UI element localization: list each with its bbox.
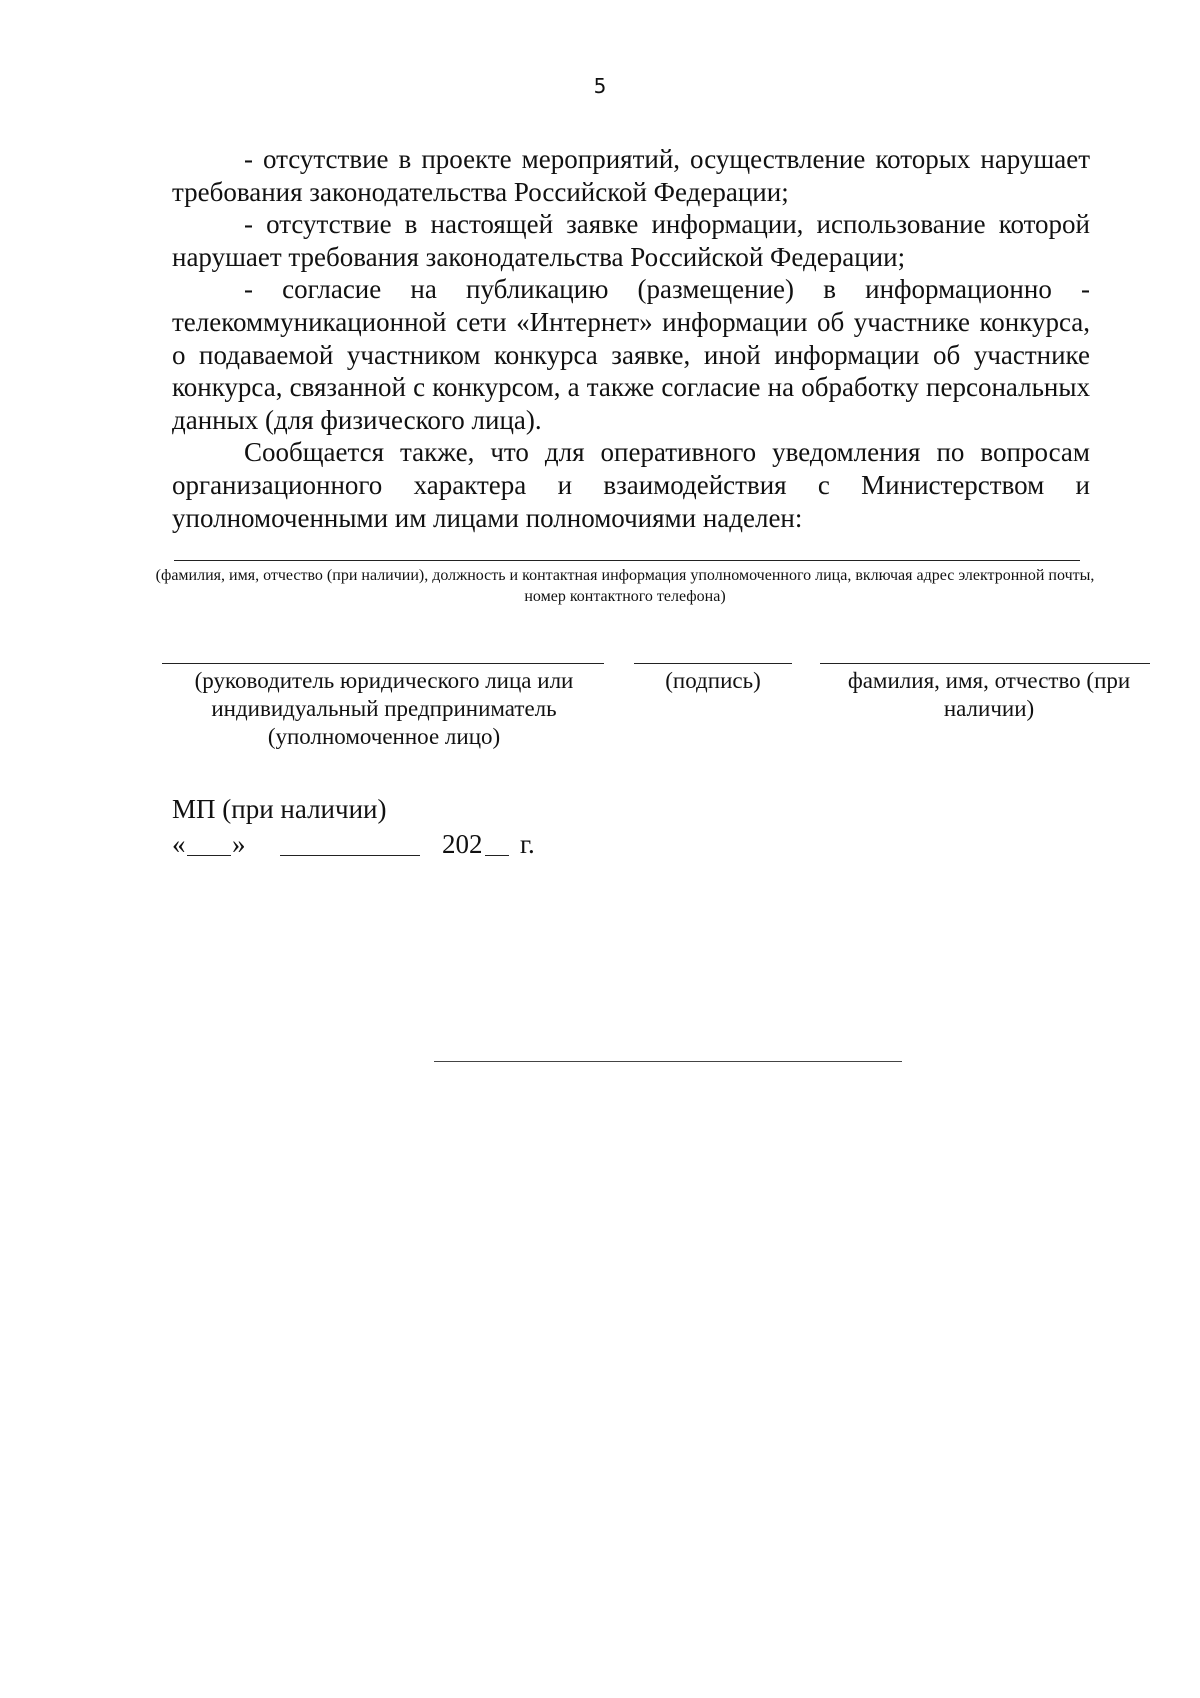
- signature-line: [634, 663, 792, 664]
- name-signature-line: [820, 663, 1150, 664]
- bottom-rule: [434, 1061, 902, 1062]
- date-close-quote: »: [232, 829, 246, 859]
- date-row: [172, 827, 672, 867]
- year-suffix: г.: [520, 829, 535, 859]
- paragraph-no-violating-activities: - отсутствие в проекте мероприятий, осуществление которых нарушает требования законодательства Российской Федерации;: [172, 144, 1090, 207]
- date-open-quote: «: [172, 829, 186, 859]
- day-blank: [187, 855, 231, 856]
- paragraph-no-violating-information: - отсутствие в настоящей заявке информации, использование которой нарушает требования законодательства Российской Федерации;: [172, 209, 1090, 272]
- body-text: [172, 143, 1090, 534]
- contact-caption: (фамилия, имя, отчество (при наличии), должность и контактная информация уполномоченного лица, включая адрес электронной почты, номер контактного телефона): [155, 567, 1095, 605]
- stamp-label: МП (при наличии): [172, 794, 387, 824]
- paragraph-authorized-contact: Сообщается также, что для оперативного уведомления по вопросам организационного характера и взаимодействия с Министерством и уполномоченными им лицами полномочиями наделен:: [172, 437, 1090, 533]
- contact-fill-line: [174, 560, 1080, 561]
- signature-label: (подпись): [665, 668, 761, 693]
- year-blank: [485, 855, 509, 856]
- head-signature-label: (руководитель юридического лица или индивидуальный предприниматель (уполномоченное лицо): [194, 668, 574, 749]
- year-prefix: 202: [442, 829, 483, 859]
- name-signature-label: фамилия, имя, отчество (при наличии): [847, 668, 1131, 721]
- paragraph-publication-consent: - согласие на публикацию (размещение) в информационно - телекоммуникационной сети «Интернет» информации об участнике конкурса, о подаваемой участником конкурса заявке, иной информации об участнике конкурса, связанной с конкурсом, а также согласие на обработку персональных данных (для физического лица).: [172, 274, 1090, 435]
- month-blank: [280, 855, 420, 856]
- page-number: 5: [593, 74, 607, 98]
- head-signature-line: [162, 663, 604, 664]
